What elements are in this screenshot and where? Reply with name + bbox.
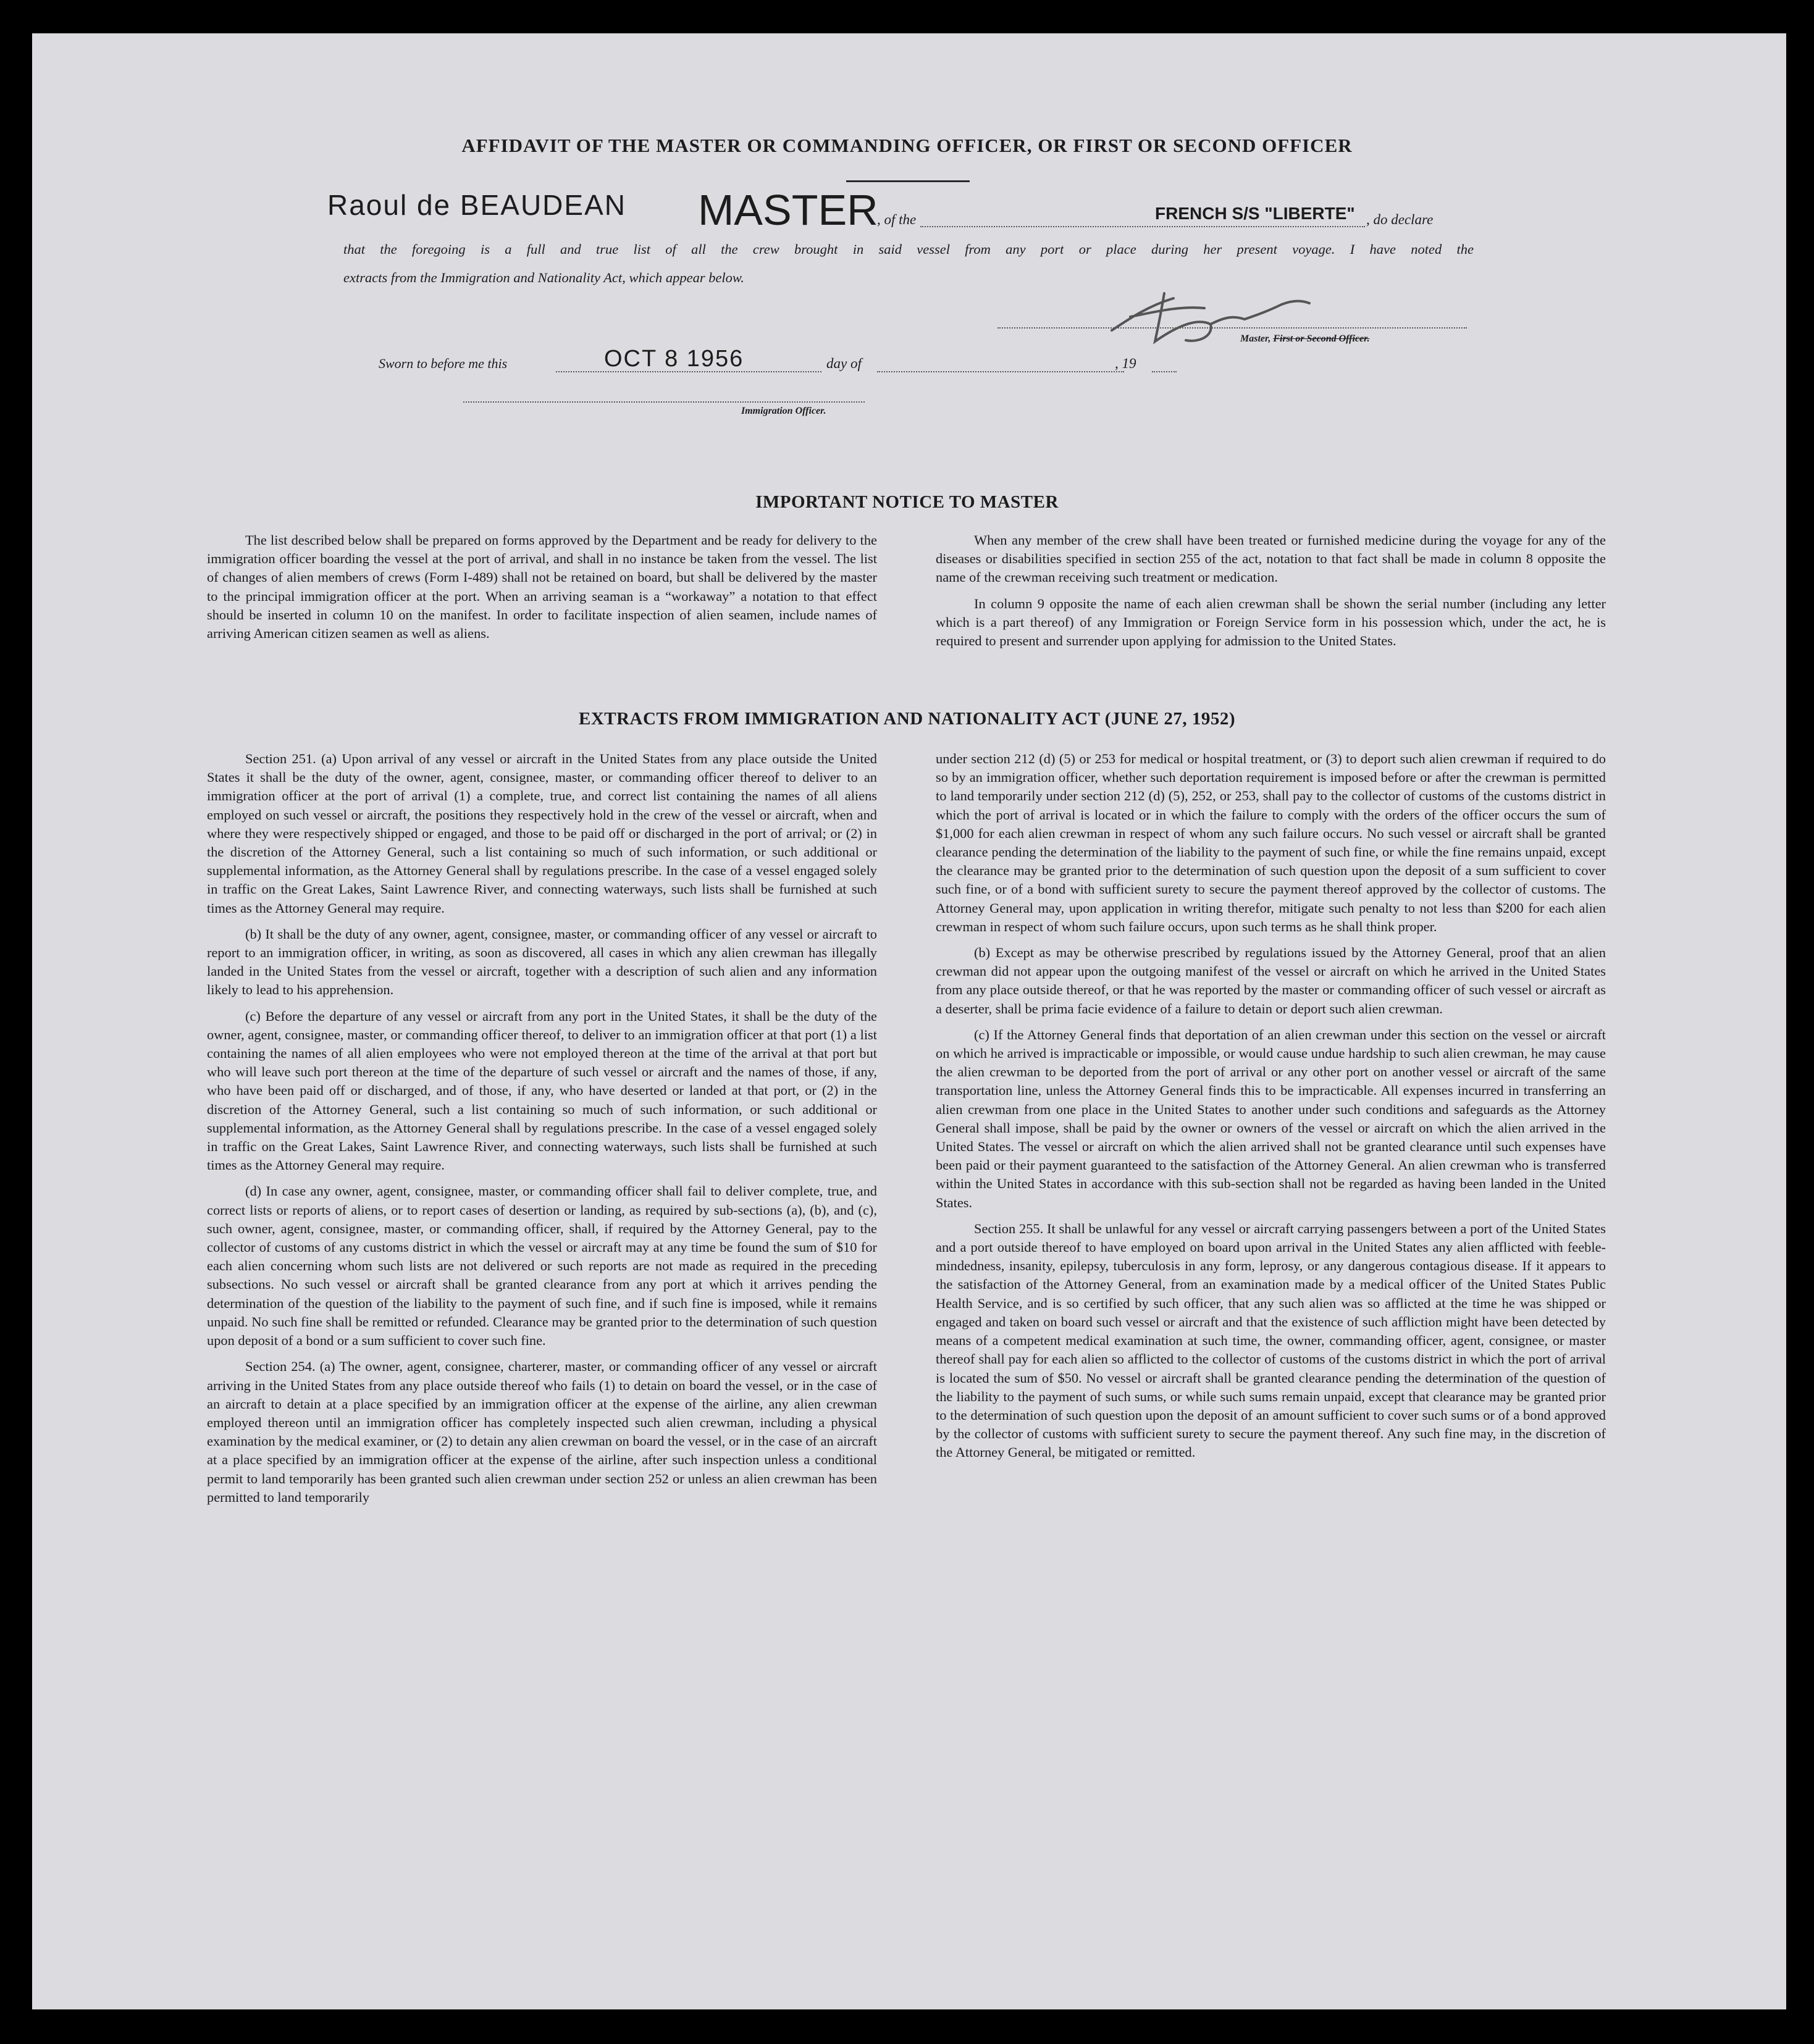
notice-left-paragraph: The list described below shall be prepared on forms approved by the Department and be ready for delivery to the immigration officer boarding the vessel at the port of arrival, and shall in no instance be taken from the vessel. The list of changes of alien members of crews (Form I-489) shall not be retained on board, but shall be delivered by the master to the principal immigration officer at the port. When an arriving seaman is a “workaway” a notation to that effect should be inserted in column 10 on the manifest. In order to facilitate inspection of alien seamen, include names of arriving American citizen seamen as well as aliens. [207,532,877,642]
section-254b: (b) Except as may be otherwise prescribed by regulations issued by the Attorney General, proof that an alien crewman did not appear upon the outgoing manifest of the vessel or aircraft on which he arrived in the United States from any place outside thereof, or that he was reported by the master or commanding officer of such vessel or aircraft as a deserter, shall be prima facie evidence of a failure to detain or deport such alien crewman. [936,945,1606,1016]
section-251a: Section 251. (a) Upon arrival of any vessel or aircraft in the United States from any place outside the United States it shall be the duty of the owner, agent, consignee, master, or commanding officer thereof to deliver to an immigration officer at the port of arrival (1) a complete, true, and correct list containing the names of all aliens employed on such vessel or aircraft, the positions they respectively hold in the crew of the vessel or aircraft, when and where they were respectively shipped or engaged, and those to be paid off or discharged in the port of arrival; or (2) in the discretion of the Attorney General, such a list containing so much of such information, or such additional or supplemental information, as the Attorney General shall by regulations prescribe. In the case of a vessel engaged solely in traffic on the Great Lakes, Saint Lawrence River, and connecting waterways, such lists shall be furnished at such times as the Attorney General may require. [207,751,877,916]
sworn-date-stamp: OCT 8 1956 [604,346,744,372]
section-254a-continued: under section 212 (d) (5) or 253 for medical or hospital treatment, or (3) to deport such alien crewman if required to do so by an immigration officer, whether such deportation requirement is imposed before or after the crewman is permitted to land temporarily under section 212 (d) (5), 252, or 253, shall pay to the collector of customs of the customs district in which the port of arrival is located or in which the failure to comply with the orders of the officer occurs the sum of $1,000 for each alien crewman in respect of whom any such failure occurs. No such vessel or aircraft shall be granted clearance pending the determination of the liability to the payment of such fine, or while the fine remains unpaid, except the clearance may be granted prior to the determination of such question upon the deposit of a sum sufficient to cover such fine, or of a bond with sufficient surety to secure the payment thereof approved by the collector of customs. The Attorney General may, upon application in writing therefor, mitigate such penalty to not less than $200 for each alien crewman in respect of whom such failure occurs, upon such terms as he shall think proper. [936,751,1606,934]
notice-right-paragraph-1: When any member of the crew shall have been treated or furnished medicine during the voyage for any of the diseases or disabilities specified in section 255 of the act, notation to that fact shall be made in column 8 opposite the name of the crewman receiving such treatment or medication. [936,532,1606,585]
master-name: Raoul de BEAUDEAN [327,189,626,221]
notice-heading: IMPORTANT NOTICE TO MASTER [755,492,1059,512]
title-divider [846,180,970,182]
section-251b: (b) It shall be the duty of any owner, agent, consignee, master, or commanding officer of any vessel or aircraft to report to an immigration officer, in writing, as soon as discovered, all cases in which any alien crewman has illegally landed in the United States from the vessel or aircraft, together with a description of such alien and any information likely to lead to his apprehension. [207,926,877,998]
section-254c: (c) If the Attorney General finds that deportation of an alien crewman under this section on the vessel or aircraft on which he arrived is impracticable or impossible, or would cause undue hardship to such alien crewman, he may cause the alien crewman to be deported from the port of arrival or any other port on another vessel or aircraft of the same transportation line, unless the Attorney General finds this to be impracticable. All expenses incurred in transferring an alien crewman from one place in the United States to another under such conditions and safeguards as the Attorney General shall impose, shall be paid by the owner or owners of the vessel or aircraft on which the alien arrived in the United States. The vessel or aircraft on which the alien arrived shall not be granted clearance until such expenses have been paid or their payment guaranteed to the satisfaction of the Attorney General. An alien crewman who is transferred within the United States in accordance with this sub-section shall not be regarded as having been landed in the United States. [936,1026,1606,1210]
notice-right-paragraph-2: In column 9 opposite the name of each alien crewman shall be shown the serial number (including any letter which is a part thereof) of any Immigration or Foreign Service form in his possession which, under the act, he is required to present and surrender upon applying for admission to the United States. [936,595,1606,649]
signature-line [997,327,1467,329]
declaration-line-1: that the foregoing is a full and true list of all the crew brought in said vessel from any port or place during her present voyage. I have noted the [343,241,1474,257]
section-255: Section 255. It shall be unlawful for any vessel or aircraft carrying passengers between a port of the United States and a port outside thereof to have employed on board upon arrival in the United States any alien afflicted with feeble-mindedness, insanity, epilepsy, tuberculosis in any form, leprosy, or any dangerous contagious disease. If it appears to the satisfaction of the Attorney General, from an examination made by a medical officer of the United States Public Health Service, and is so certified by such officer, that any such alien was so afflicted at the time he was shipped or engaged and taken on board such vessel or aircraft and that the existence of such affliction might have been detected by means of a competent medical examination at such time, the owner, commanding officer, agent, consignee, or master thereof shall pay for each alien so afflicted to the collector of customs of the customs district in which the port of arrival is located the sum of $50. No vessel or aircraft shall be granted clearance pending the determination of the question of the liability to the payment of such sums, or while such sums remain unpaid, except that clearance may be granted prior to the determination of such question upon the deposit of an amount sufficient to cover such sums or of a bond approved by the collector of customs with sufficient surety to secure the payment thereof. Any such fine may, in the discretion of the Attorney General, be mitigated or remitted. [936,1220,1606,1460]
extracts-heading: EXTRACTS FROM IMMIGRATION AND NATIONALITY ACT (JUNE 27, 1952) [578,709,1236,729]
of-the-label: , of the [877,212,917,227]
immigration-officer-caption: Immigration Officer. [741,406,826,416]
notice-left-column [207,531,877,650]
master-caption: Master, [1240,333,1271,344]
section-251d: (d) In case any owner, agent, consignee, master, or commanding officer shall fail to deliver complete, true, and correct lists or reports of aliens, or to report cases of desertion or landing, as required by sub-sections (a), (b), and (c), such owner, agent, consignee, master, or commanding officer, shall, if required by the Attorney General, pay to the collector of customs of any customs district in which the vessel or aircraft may at any time be found the sum of $10 for each alien concerning whom such lists are not delivered or such reports are not made as required in the preceding subsections. No such vessel or aircraft shall be granted clearance from any port at which it arrives pending the determination of the question of the liability to the payment of such fine, and if such fine is imposed, while it remains unpaid. No such fine shall be remitted or refunded. Clearance may be granted prior to the determination of such question upon deposit of a bond or a sum sufficient to cover such fine. [207,1183,877,1349]
year-prefix: , 19 [1115,356,1136,371]
officer-caption-struck: First or Second Officer. [1273,333,1370,344]
sworn-label: Sworn to before me this [379,356,508,371]
signature-caption [1240,333,1370,345]
year-line [1152,371,1177,372]
vessel-name: FRENCH S/S "LIBERTE" [1155,204,1355,223]
notice-right-column [936,531,1606,658]
section-251c: (c) Before the departure of any vessel or aircraft from any port in the United States, it shall be the duty of the owner, agent, consignee, master, or commanding officer thereof, to deliver to an immigration officer at that port (1) a list containing the names of all alien employees who were not employed thereon at the time of the arrival at that port but who will leave such port thereon at the time of the departure of such vessel or aircraft and the names of those, if any, who have been paid off or discharged, and of those, if any, who have deserted or landed at that port, or (2) in the discretion of the Attorney General, such a list containing so much of such information, or such additional or supplemental information, as the Attorney General shall by regulations prescribe. In the case of a vessel engaged solely in traffic on the Great Lakes, Saint Lawrence River, and connecting waterways, such lists shall be furnished at such times as the Attorney General may require. [207,1008,877,1173]
do-declare-label: , do declare [1366,212,1434,227]
officer-signature-line [463,401,865,403]
month-line [877,371,1124,372]
day-of-label: day of [826,356,862,371]
master-rank: MASTER [698,186,878,234]
affidavit-title: AFFIDAVIT OF THE MASTER OR COMMANDING OFFICER, OR FIRST OR SECOND OFFICER [461,135,1353,156]
vessel-blank-line [920,226,1365,227]
extracts-right-column [936,750,1606,1470]
declaration-line-2: extracts from the Immigration and Nationality Act, which appear below. [343,270,744,285]
extracts-left-column [207,750,877,1514]
section-254a: Section 254. (a) The owner, agent, consignee, charterer, master, or commanding officer of any vessel or aircraft arriving in the United States from any place outside thereof who fails (1) to detain on board the vessel, or in the case of an aircraft to detain at a place specified by an immigration officer at the expense of the airline, any alien crewman employed thereon until an immigration officer has completely inspected such alien crewman, including a physical examination by the medical examiner, or (2) to detain any alien crewman on board the vessel, or in the case of an aircraft at a place specified by an immigration officer at the expense of the airline, after such inspection unless a conditional permit to land temporarily has been granted such alien crewman under section 252 or unless an alien crewman has been permitted to land temporarily [207,1359,877,1505]
